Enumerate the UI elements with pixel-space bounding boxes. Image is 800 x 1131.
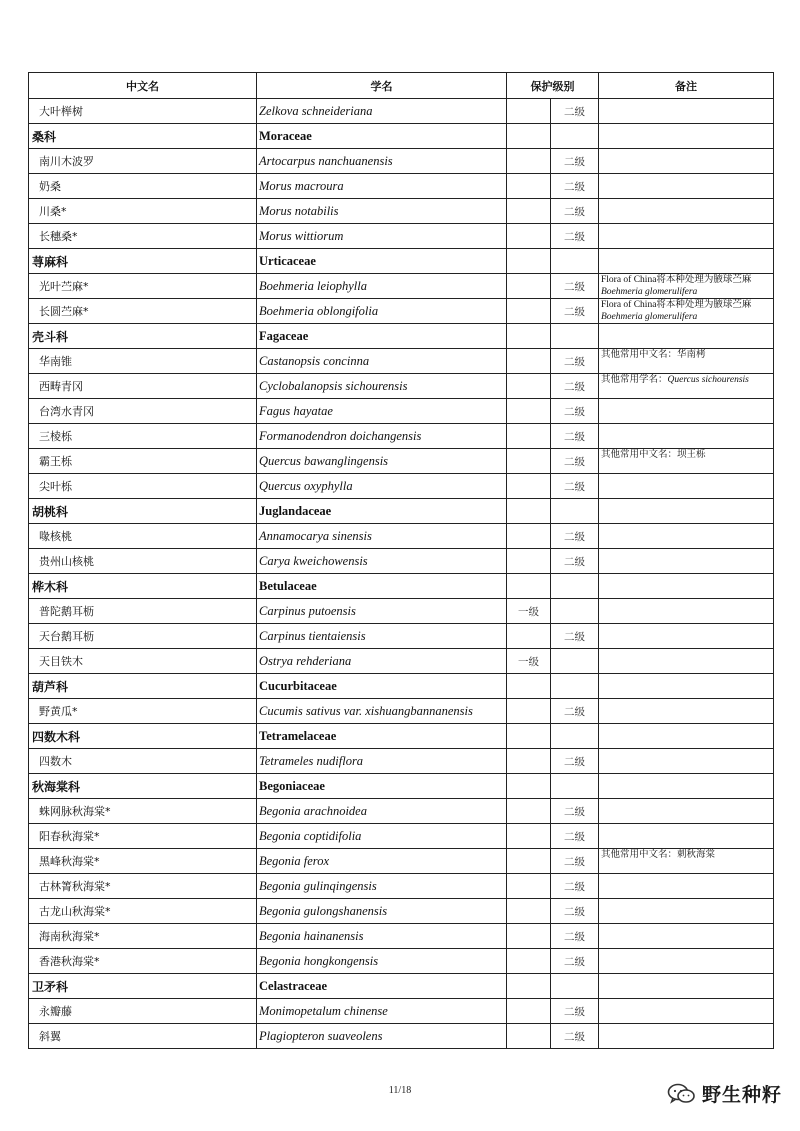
species-chinese-name: 华南锥 xyxy=(29,349,257,374)
species-scientific-name: Begonia gulongshanensis xyxy=(257,899,507,924)
family-row xyxy=(29,499,774,524)
family-scientific-name: Cucurbitaceae xyxy=(257,674,507,699)
species-scientific-name: Artocarpus nanchuanensis xyxy=(257,149,507,174)
species-chinese-name: 普陀鹅耳枥 xyxy=(29,599,257,624)
remarks-cell xyxy=(599,974,774,999)
remarks-text xyxy=(601,299,773,323)
species-chinese-name: 长圆苎麻* xyxy=(29,299,257,324)
remarks-cell xyxy=(599,774,774,799)
protection-level-1 xyxy=(507,549,551,574)
protection-level-1 xyxy=(507,974,551,999)
remarks-cell: 其他常用中文名：华南栲 xyxy=(599,349,774,374)
species-scientific-name: Carya kweichowensis xyxy=(257,549,507,574)
remarks-part: Quercus sichourensis xyxy=(667,375,749,385)
protection-level-2 xyxy=(551,249,599,274)
protection-level-2: 二级 xyxy=(551,699,599,724)
species-chinese-name: 阳春秋海棠* xyxy=(29,824,257,849)
family-scientific-name: Celastraceae xyxy=(257,974,507,999)
protection-level-2 xyxy=(551,124,599,149)
watermark xyxy=(667,1080,782,1107)
protection-level-1 xyxy=(507,524,551,549)
family-row xyxy=(29,724,774,749)
species-row xyxy=(29,899,774,924)
remarks-cell xyxy=(599,824,774,849)
remarks-part: 其他常用学名： xyxy=(601,374,668,385)
remarks-cell xyxy=(599,1024,774,1049)
table-header-row xyxy=(29,73,774,99)
protection-level-2: 二级 xyxy=(551,749,599,774)
species-chinese-name: 光叶苎麻* xyxy=(29,274,257,299)
protection-level-1 xyxy=(507,849,551,874)
remarks-cell xyxy=(599,399,774,424)
species-scientific-name: Fagus hayatae xyxy=(257,399,507,424)
protection-level-1 xyxy=(507,749,551,774)
species-row xyxy=(29,1024,774,1049)
species-row xyxy=(29,949,774,974)
protection-level-1 xyxy=(507,299,551,324)
species-row xyxy=(29,374,774,399)
protection-level-1 xyxy=(507,424,551,449)
species-scientific-name: Carpinus tientaiensis xyxy=(257,624,507,649)
species-row xyxy=(29,149,774,174)
protection-level-2: 二级 xyxy=(551,174,599,199)
protection-level-2: 二级 xyxy=(551,849,599,874)
remarks-cell xyxy=(599,674,774,699)
remarks-cell xyxy=(599,649,774,674)
watermark-text: 野生种籽 xyxy=(702,1084,783,1106)
species-chinese-name: 川桑* xyxy=(29,199,257,224)
species-row xyxy=(29,699,774,724)
remarks-cell xyxy=(599,749,774,774)
protection-level-2: 二级 xyxy=(551,824,599,849)
protection-level-2: 二级 xyxy=(551,924,599,949)
species-scientific-name: Begonia hongkongensis xyxy=(257,949,507,974)
remarks-cell xyxy=(599,499,774,524)
family-row xyxy=(29,774,774,799)
protection-level-1 xyxy=(507,874,551,899)
species-chinese-name: 南川木波罗 xyxy=(29,149,257,174)
remarks-cell xyxy=(599,799,774,824)
species-row xyxy=(29,449,774,474)
species-row xyxy=(29,999,774,1024)
species-row xyxy=(29,799,774,824)
protection-level-2 xyxy=(551,599,599,624)
header-protection-level: 保护级别 xyxy=(507,73,599,99)
species-scientific-name: Ostrya rehderiana xyxy=(257,649,507,674)
protection-level-1 xyxy=(507,174,551,199)
protection-level-2: 二级 xyxy=(551,999,599,1024)
species-row xyxy=(29,199,774,224)
species-scientific-name: Cucumis sativus var. xishuangbannanensis xyxy=(257,699,507,724)
protection-level-2: 二级 xyxy=(551,449,599,474)
protection-level-1 xyxy=(507,249,551,274)
species-scientific-name: Annamocarya sinensis xyxy=(257,524,507,549)
species-row xyxy=(29,299,774,324)
species-chinese-name: 大叶榉树 xyxy=(29,99,257,124)
remarks-cell xyxy=(599,474,774,499)
species-scientific-name: Zelkova schneideriana xyxy=(257,99,507,124)
remarks-cell xyxy=(599,924,774,949)
protection-level-1 xyxy=(507,699,551,724)
remarks-part: 将本种处理为腋球苎麻 xyxy=(656,299,752,310)
species-row xyxy=(29,524,774,549)
species-chinese-name: 西畴青冈 xyxy=(29,374,257,399)
remarks-cell xyxy=(599,124,774,149)
protection-level-1 xyxy=(507,124,551,149)
remarks-text xyxy=(601,274,773,298)
family-scientific-name: Betulaceae xyxy=(257,574,507,599)
species-scientific-name: Formanodendron doichangensis xyxy=(257,424,507,449)
protection-level-2: 二级 xyxy=(551,474,599,499)
species-scientific-name: Boehmeria leiophylla xyxy=(257,274,507,299)
remarks-cell xyxy=(599,249,774,274)
remarks-part: Boehmeria glomerulifera xyxy=(601,312,698,322)
remarks-part: Flora of China xyxy=(601,300,657,310)
species-chinese-name: 天台鹅耳枥 xyxy=(29,624,257,649)
species-chinese-name: 天目铁木 xyxy=(29,649,257,674)
protection-level-2: 二级 xyxy=(551,224,599,249)
protection-level-2: 二级 xyxy=(551,949,599,974)
species-scientific-name: Quercus oxyphylla xyxy=(257,474,507,499)
protection-level-2 xyxy=(551,674,599,699)
species-row xyxy=(29,549,774,574)
protection-level-1 xyxy=(507,374,551,399)
family-scientific-name: Begoniaceae xyxy=(257,774,507,799)
protection-level-2 xyxy=(551,774,599,799)
protection-level-2 xyxy=(551,324,599,349)
family-chinese-name: 葫芦科 xyxy=(29,674,257,699)
remarks-cell xyxy=(599,99,774,124)
protection-level-2: 二级 xyxy=(551,399,599,424)
protection-level-2: 二级 xyxy=(551,899,599,924)
species-scientific-name: Castanopsis concinna xyxy=(257,349,507,374)
species-row xyxy=(29,874,774,899)
remarks-cell xyxy=(599,599,774,624)
family-row xyxy=(29,249,774,274)
protection-level-1 xyxy=(507,824,551,849)
species-chinese-name: 海南秋海棠* xyxy=(29,924,257,949)
family-chinese-name: 桑科 xyxy=(29,124,257,149)
family-chinese-name: 秋海棠科 xyxy=(29,774,257,799)
page-number: 11/18 xyxy=(388,1085,412,1096)
family-row xyxy=(29,124,774,149)
protection-level-2 xyxy=(551,574,599,599)
species-chinese-name: 香港秋海棠* xyxy=(29,949,257,974)
species-scientific-name: Quercus bawanglingensis xyxy=(257,449,507,474)
species-chinese-name: 黑峰秋海棠* xyxy=(29,849,257,874)
species-row xyxy=(29,474,774,499)
remarks-cell xyxy=(599,274,774,299)
protection-level-2 xyxy=(551,724,599,749)
protection-level-1 xyxy=(507,399,551,424)
protection-level-2: 二级 xyxy=(551,874,599,899)
remarks-cell xyxy=(599,299,774,324)
remarks-cell xyxy=(599,174,774,199)
species-scientific-name: Begonia coptidifolia xyxy=(257,824,507,849)
family-scientific-name: Moraceae xyxy=(257,124,507,149)
species-row xyxy=(29,924,774,949)
protection-level-2: 二级 xyxy=(551,1024,599,1049)
family-chinese-name: 桦木科 xyxy=(29,574,257,599)
remarks-cell xyxy=(599,224,774,249)
protection-level-1 xyxy=(507,474,551,499)
wechat-icon xyxy=(667,1082,697,1106)
protection-level-2: 二级 xyxy=(551,149,599,174)
protection-level-1 xyxy=(507,999,551,1024)
remarks-cell xyxy=(599,524,774,549)
species-scientific-name: Begonia hainanensis xyxy=(257,924,507,949)
protection-level-1 xyxy=(507,449,551,474)
family-scientific-name: Tetramelaceae xyxy=(257,724,507,749)
species-scientific-name: Morus notabilis xyxy=(257,199,507,224)
protection-level-1 xyxy=(507,324,551,349)
remarks-cell xyxy=(599,424,774,449)
species-row xyxy=(29,599,774,624)
species-chinese-name: 喙核桃 xyxy=(29,524,257,549)
protection-level-1 xyxy=(507,224,551,249)
protection-level-1 xyxy=(507,924,551,949)
species-row xyxy=(29,624,774,649)
species-row xyxy=(29,399,774,424)
family-chinese-name: 卫矛科 xyxy=(29,974,257,999)
species-table-container xyxy=(28,72,773,1049)
remarks-cell xyxy=(599,724,774,749)
family-scientific-name: Fagaceae xyxy=(257,324,507,349)
species-scientific-name: Begonia arachnoidea xyxy=(257,799,507,824)
protection-level-2: 二级 xyxy=(551,274,599,299)
species-chinese-name: 尖叶栎 xyxy=(29,474,257,499)
species-row xyxy=(29,274,774,299)
remarks-cell xyxy=(599,374,774,399)
species-chinese-name: 古林箐秋海棠* xyxy=(29,874,257,899)
species-row xyxy=(29,174,774,199)
protection-level-1 xyxy=(507,674,551,699)
species-chinese-name: 野黄瓜* xyxy=(29,699,257,724)
species-row xyxy=(29,649,774,674)
species-chinese-name: 四数木 xyxy=(29,749,257,774)
species-chinese-name: 奶桑 xyxy=(29,174,257,199)
protection-level-2 xyxy=(551,499,599,524)
species-scientific-name: Morus macroura xyxy=(257,174,507,199)
species-row xyxy=(29,224,774,249)
family-chinese-name: 荨麻科 xyxy=(29,249,257,274)
species-scientific-name: Begonia gulinqingensis xyxy=(257,874,507,899)
protection-level-1 xyxy=(507,724,551,749)
species-chinese-name: 蛛网脉秋海棠* xyxy=(29,799,257,824)
protection-level-2: 二级 xyxy=(551,199,599,224)
protection-level-1 xyxy=(507,949,551,974)
family-row xyxy=(29,574,774,599)
protection-level-2: 二级 xyxy=(551,424,599,449)
header-scientific-name: 学名 xyxy=(257,73,507,99)
protection-level-2 xyxy=(551,974,599,999)
protection-level-1 xyxy=(507,624,551,649)
remarks-cell xyxy=(599,149,774,174)
species-scientific-name: Begonia ferox xyxy=(257,849,507,874)
species-row xyxy=(29,424,774,449)
species-row xyxy=(29,349,774,374)
protection-level-1 xyxy=(507,799,551,824)
protection-level-1 xyxy=(507,499,551,524)
protection-level-1 xyxy=(507,774,551,799)
protection-level-1 xyxy=(507,899,551,924)
remarks-cell xyxy=(599,324,774,349)
remarks-cell xyxy=(599,899,774,924)
remarks-cell xyxy=(599,874,774,899)
species-chinese-name: 贵州山核桃 xyxy=(29,549,257,574)
remarks-part: Flora of China xyxy=(601,275,657,285)
protected-species-table xyxy=(28,72,774,1049)
protection-level-2 xyxy=(551,649,599,674)
family-row xyxy=(29,674,774,699)
table-body xyxy=(29,99,774,1049)
species-chinese-name: 三棱栎 xyxy=(29,424,257,449)
protection-level-1 xyxy=(507,1024,551,1049)
protection-level-2: 二级 xyxy=(551,299,599,324)
remarks-cell xyxy=(599,549,774,574)
species-row xyxy=(29,824,774,849)
species-chinese-name: 长穗桑* xyxy=(29,224,257,249)
remarks-cell xyxy=(599,949,774,974)
species-chinese-name: 台湾水青冈 xyxy=(29,399,257,424)
protection-level-2: 二级 xyxy=(551,549,599,574)
species-chinese-name: 斜翼 xyxy=(29,1024,257,1049)
protection-level-2: 二级 xyxy=(551,349,599,374)
protection-level-1 xyxy=(507,199,551,224)
remarks-cell xyxy=(599,699,774,724)
family-chinese-name: 四数木科 xyxy=(29,724,257,749)
species-scientific-name: Tetrameles nudiflora xyxy=(257,749,507,774)
species-scientific-name: Carpinus putoensis xyxy=(257,599,507,624)
species-row xyxy=(29,849,774,874)
species-scientific-name: Boehmeria oblongifolia xyxy=(257,299,507,324)
protection-level-1 xyxy=(507,274,551,299)
species-chinese-name: 古龙山秋海棠* xyxy=(29,899,257,924)
species-chinese-name: 霸王栎 xyxy=(29,449,257,474)
species-scientific-name: Morus wittiorum xyxy=(257,224,507,249)
remarks-cell xyxy=(599,199,774,224)
remarks-text xyxy=(601,374,773,386)
remarks-cell xyxy=(599,574,774,599)
species-scientific-name: Monimopetalum chinense xyxy=(257,999,507,1024)
family-chinese-name: 胡桃科 xyxy=(29,499,257,524)
species-chinese-name: 永瓣藤 xyxy=(29,999,257,1024)
species-scientific-name: Plagiopteron suaveolens xyxy=(257,1024,507,1049)
protection-level-1 xyxy=(507,99,551,124)
family-chinese-name: 壳斗科 xyxy=(29,324,257,349)
protection-level-2: 二级 xyxy=(551,624,599,649)
protection-level-1: 一级 xyxy=(507,599,551,624)
remarks-part: 将本种处理为腋球苎麻 xyxy=(656,274,752,285)
protection-level-1: 一级 xyxy=(507,649,551,674)
species-row xyxy=(29,749,774,774)
protection-level-2: 二级 xyxy=(551,524,599,549)
remarks-cell xyxy=(599,624,774,649)
remarks-cell: 其他常用中文名：坝王栎 xyxy=(599,449,774,474)
family-row xyxy=(29,324,774,349)
protection-level-1 xyxy=(507,149,551,174)
remarks-cell xyxy=(599,999,774,1024)
protection-level-1 xyxy=(507,574,551,599)
family-row xyxy=(29,974,774,999)
remarks-part: Boehmeria glomerulifera xyxy=(601,287,698,297)
protection-level-1 xyxy=(507,349,551,374)
protection-level-2: 二级 xyxy=(551,99,599,124)
family-scientific-name: Juglandaceae xyxy=(257,499,507,524)
header-chinese-name: 中文名 xyxy=(29,73,257,99)
species-scientific-name: Cyclobalanopsis sichourensis xyxy=(257,374,507,399)
protection-level-2: 二级 xyxy=(551,799,599,824)
header-remarks: 备注 xyxy=(599,73,774,99)
species-row xyxy=(29,99,774,124)
remarks-cell: 其他常用中文名：刺秋海棠 xyxy=(599,849,774,874)
family-scientific-name: Urticaceae xyxy=(257,249,507,274)
protection-level-2: 二级 xyxy=(551,374,599,399)
